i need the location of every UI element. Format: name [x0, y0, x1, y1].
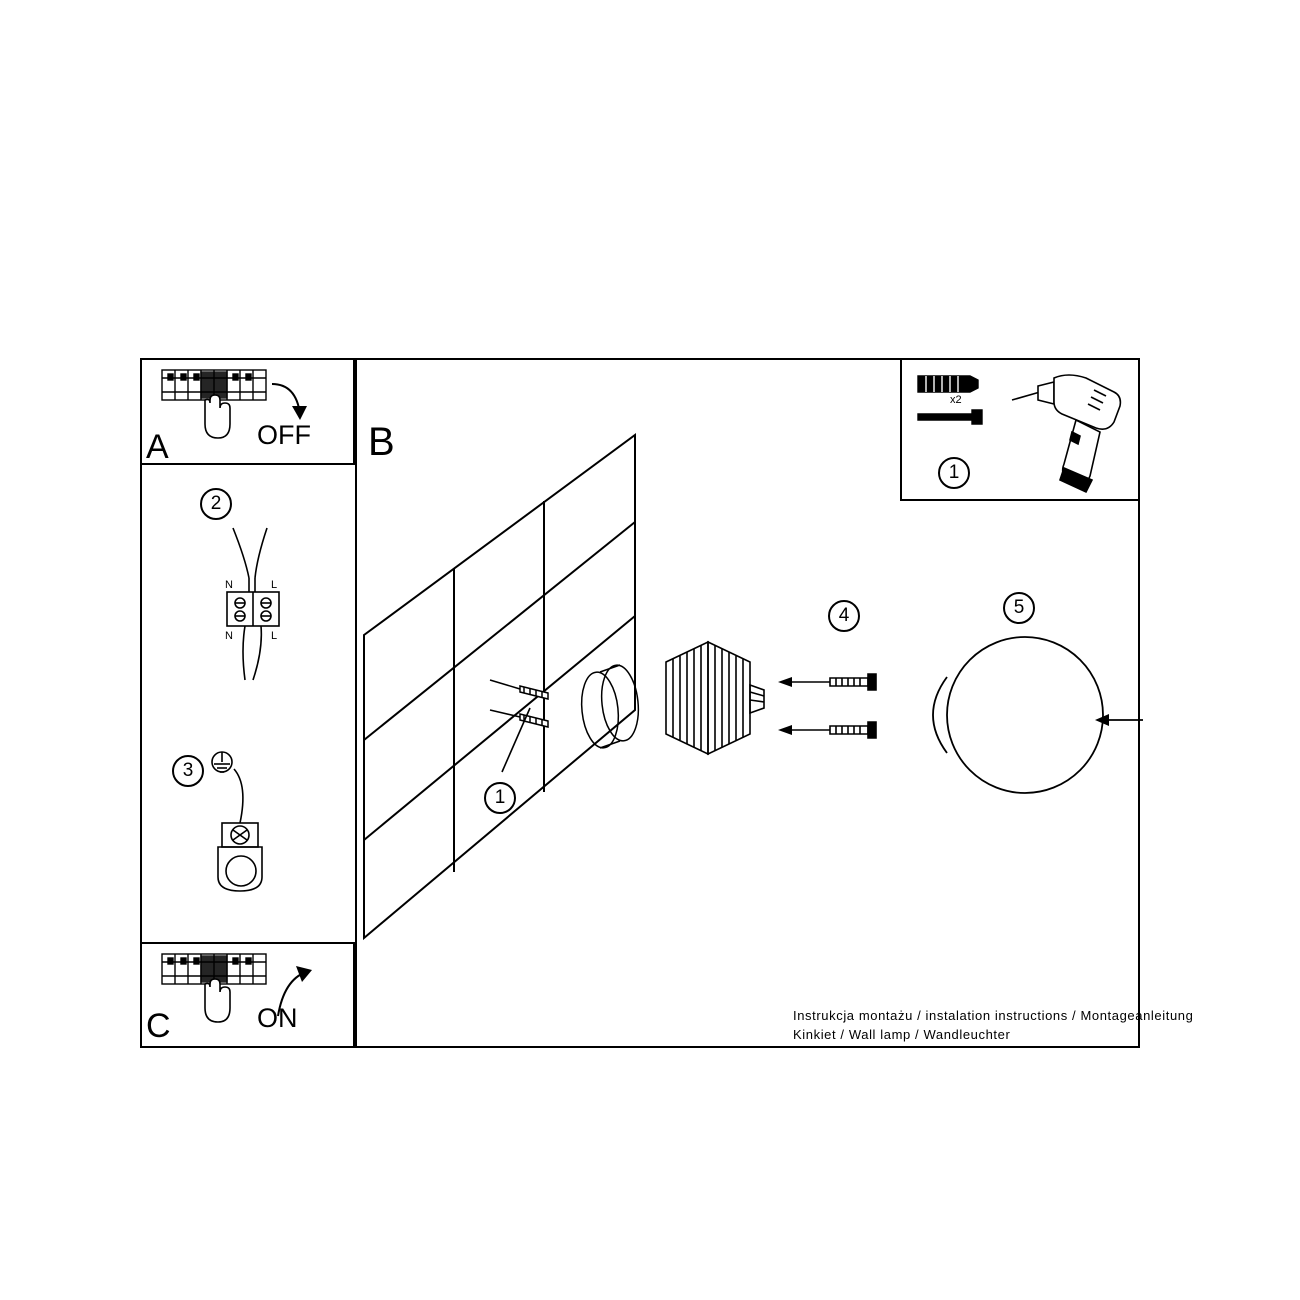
step-1-scene-number: 1: [484, 782, 516, 814]
lamp-shade-icon: [650, 630, 780, 770]
step-4-number: 4: [828, 600, 860, 632]
fixing-screws-icon: [770, 660, 900, 760]
panel-c-state-label: ON: [257, 1003, 298, 1033]
terminal-label-n-bottom: N: [225, 630, 233, 642]
terminal-label-n-top: N: [225, 579, 233, 591]
footer-line-2: Kinkiet / Wall lamp / Wandleuchter: [793, 1027, 1011, 1042]
wall-plug-and-screw-icon: [912, 366, 1012, 436]
circuit-breaker-on-icon: [150, 946, 350, 1046]
step-3-number: 3: [172, 755, 204, 787]
panel-a-state-label: OFF: [257, 420, 311, 450]
earth-ground-connection-icon: [200, 745, 320, 900]
power-drill-icon: [1010, 370, 1136, 495]
wire-terminal-block-icon: [205, 520, 325, 690]
circuit-breaker-off-icon: [150, 362, 350, 462]
step-1-parts-number: 1: [938, 457, 970, 489]
terminal-label-l-bottom: L: [271, 630, 278, 642]
footer-line-1: Instrukcja montażu / instalation instructions / Montageanleitung: [793, 1008, 1194, 1023]
panel-c-label: C: [146, 1007, 171, 1045]
terminal-label-l-top: L: [271, 579, 278, 591]
step-5-number: 5: [1003, 592, 1035, 624]
panel-b-label: B: [368, 420, 395, 464]
step-2-number: 2: [200, 488, 232, 520]
panel-a-label: A: [146, 428, 169, 466]
glass-globe-icon: [895, 640, 1155, 800]
parts-quantity-label: x2: [950, 394, 962, 406]
